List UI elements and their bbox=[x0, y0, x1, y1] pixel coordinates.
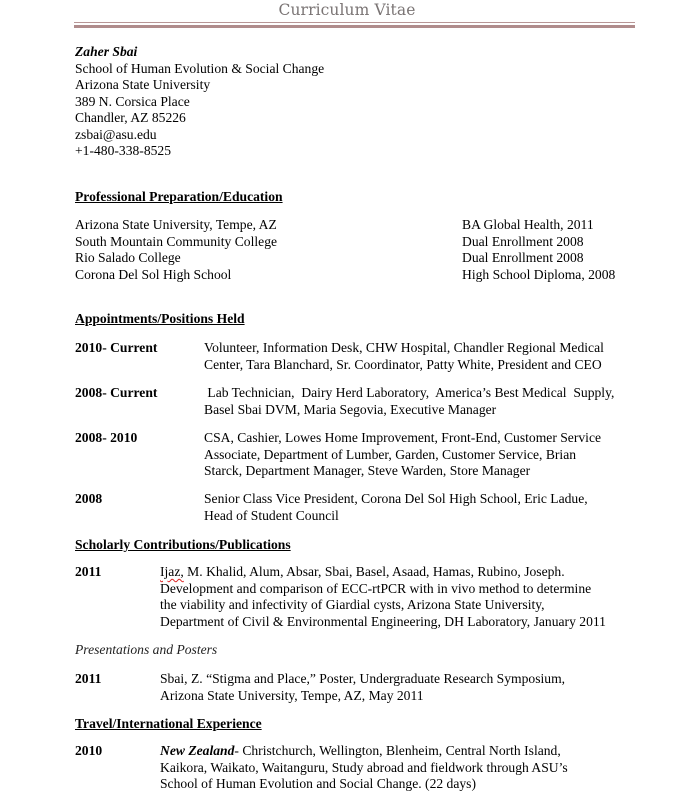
education-institution: Rio Salado College bbox=[75, 250, 181, 265]
travel-year: 2010 bbox=[75, 743, 103, 758]
contact-phone: +1-480-338-8525 bbox=[75, 143, 172, 158]
travel-line: Kaikora, Waikato, Waitanguru, Study abroad and fieldwork through ASU’s bbox=[160, 759, 568, 775]
education-credential: BA Global Health, 2011 bbox=[462, 217, 594, 232]
appointment-line: Center, Tara Blanchard, Sr. Coordinator, Patty White, President and CEO bbox=[204, 356, 602, 372]
contact-block bbox=[75, 44, 324, 160]
presentation-line: Sbai, Z. “Stigma and Place,” Poster, Undergraduate Research Symposium, bbox=[160, 671, 566, 686]
appointment-years: 2010- Current bbox=[75, 340, 158, 355]
appointment-years: 2008 bbox=[75, 491, 103, 506]
citation-line bbox=[160, 564, 606, 581]
contact-university: Arizona State University bbox=[75, 77, 211, 92]
header-rule-thick bbox=[74, 25, 635, 28]
presentation-year: 2011 bbox=[75, 671, 102, 686]
contact-email: zsbai@asu.edu bbox=[75, 126, 157, 142]
presentation-entry bbox=[160, 671, 565, 704]
education-institution: Arizona State University, Tempe, AZ bbox=[75, 217, 277, 232]
appointments-heading: Appointments/Positions Held bbox=[75, 311, 245, 326]
citation-text: M. Khalid, Alum, Absar, Sbai, Basel, Asaad, Hamas, Rubino, Joseph. bbox=[183, 564, 565, 579]
appointment-line: Basel Sbai DVM, Maria Segovia, Executive Manager bbox=[204, 401, 497, 417]
appointment-line: Lab Technician, Dairy Herd Laboratory, America’s Best Medical Supply, bbox=[204, 385, 615, 400]
travel-text: - Christchurch, Wellington, Blenheim, Central North Island, bbox=[234, 743, 561, 758]
travel-entry bbox=[160, 743, 568, 793]
header-rule-thin bbox=[74, 22, 635, 23]
citation-line: Department of Civil & Environmental Engineering, DH Laboratory, January 2011 bbox=[160, 613, 606, 629]
person-name: Zaher Sbai bbox=[75, 44, 138, 59]
travel-heading: Travel/International Experience bbox=[75, 716, 262, 731]
education-credential: Dual Enrollment 2008 bbox=[462, 250, 584, 265]
presentation-line: Arizona State University, Tempe, AZ, May 2011 bbox=[160, 687, 424, 703]
education-institution: South Mountain Community College bbox=[75, 233, 278, 249]
appointment-line: Senior Class Vice President, Corona Del Sol High School, Eric Ladue, bbox=[204, 491, 588, 506]
contact-street: 389 N. Corsica Place bbox=[75, 93, 190, 109]
appointment-description bbox=[204, 385, 614, 418]
appointment-line: CSA, Cashier, Lowes Home Improvement, Front-End, Customer Service bbox=[204, 430, 602, 445]
appointment-description bbox=[204, 430, 601, 480]
contact-department: School of Human Evolution & Social Change bbox=[75, 60, 325, 76]
publication-year: 2011 bbox=[75, 564, 102, 579]
travel-place: New Zealand bbox=[160, 743, 235, 758]
education-credential: Dual Enrollment 2008 bbox=[462, 233, 584, 249]
citation-line: the viability and infectivity of Giardial cysts, Arizona State University, bbox=[160, 597, 545, 612]
presentations-subheading: Presentations and Posters bbox=[75, 642, 218, 657]
travel-line bbox=[160, 743, 568, 760]
appointment-description bbox=[204, 340, 604, 373]
document-header-title: Curriculum Vitae bbox=[278, 1, 416, 19]
travel-line: School of Human Evolution and Social Change. (22 days) bbox=[160, 776, 477, 791]
education-heading: Professional Preparation/Education bbox=[75, 189, 283, 204]
citation-line: Development and comparison of ECC-rtPCR with in vivo method to determine bbox=[160, 580, 592, 596]
appointment-line: Volunteer, Information Desk, CHW Hospital, Chandler Regional Medical bbox=[204, 340, 604, 355]
publication-citation bbox=[160, 564, 606, 630]
appointment-line: Head of Student Council bbox=[204, 507, 339, 523]
education-credential: High School Diploma, 2008 bbox=[462, 266, 616, 282]
education-institution: Corona Del Sol High School bbox=[75, 266, 232, 282]
spellcheck-flagged-word[interactable]: Ijaz, bbox=[160, 564, 184, 579]
appointment-line: Associate, Department of Lumber, Garden, Customer Service, Brian bbox=[204, 446, 577, 462]
publications-heading: Scholarly Contributions/Publications bbox=[75, 537, 291, 552]
appointment-years: 2008- Current bbox=[75, 385, 158, 400]
education-institutions bbox=[75, 217, 277, 283]
appointment-description bbox=[204, 491, 588, 524]
appointment-years: 2008- 2010 bbox=[75, 430, 138, 445]
education-credentials bbox=[462, 217, 615, 283]
contact-city: Chandler, AZ 85226 bbox=[75, 110, 186, 125]
appointment-line: Starck, Department Manager, Steve Warden, Store Manager bbox=[204, 463, 531, 478]
